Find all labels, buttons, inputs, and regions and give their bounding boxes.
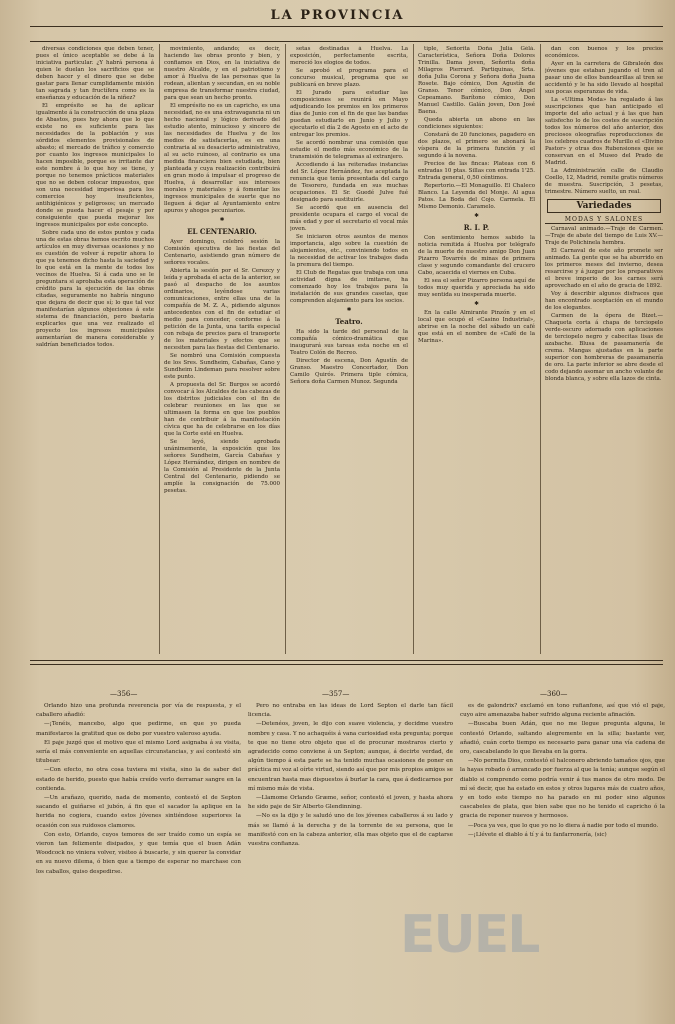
paragraph: movimiento, andando; es decir, haciendo las obras pronto y bien, y confiamos en Dios, en la iniciativa de nuestro Alcalde, y en el patriotismo y amor á Huelva de las personas que la rodean, alientan y secundan, en su noble empresa de transformar nuestra ciudad, para que sean un hecho pronto. [164, 46, 280, 101]
paragraph: El sea el señor Pizarro persona aquí de todos muy querida y apreciada ha sido muy sentida su inesperada muerte. [418, 278, 535, 298]
paragraph: El Club de Regatas que trabaja con una actividad digna de imitarse, ha comenzado hoy los trabajos para la instalación de sus grandes casetas, que comprenden alojamiento para los socios. [290, 270, 408, 304]
paragraph: Director de escena, Don Agustín de Granso. Maestro Concertador, Don Camilo Quirós. Primera tiple cómica, Señora doña Carmen Munoz. Segunda [290, 358, 408, 385]
paragraph: —Llamome Orlando Græme, señor, contestó el joven, y hasta ahora he sido paje de Sir Alberto Glendinning. [248, 795, 453, 811]
paragraph: —Buscaba buen Adán, que no me llegue pregunta alguna, le contestó Orlando, saltando alegremente en la silla; bastante ver, añadió, cuán corto tiempo es necesario para ganar una vía cadena de oro, cascabelando lo que llevaba en la gorra. [460, 721, 665, 756]
paragraph: La Administración calle de Claudio Coello, 12, Madrid, remite gratis números de muestra. Suscripción, 3 pesetas, trimestre. Número suelto, un real. [545, 168, 663, 195]
paragraph: diversas condiciones que deben tener, pues el único aceptable se debe á la iniciativa particular. ¿Y habrá persona á quien le duelan los sacrificios que se deben hacer y el dinero que se debe gastar para llenar cumplidamente misión tan sagrada y tan fructífera como es la enseñanza y educación de la niñez? [36, 46, 154, 101]
paragraph: Ayer en la carretera de Gibraleón dos jóvenes que estaban jugando el tren al pasar uno de ellos bandearillas al tren se accidentó y le ha sido llevado al hospital sus pocas esperanzas de vida. [545, 61, 663, 95]
article-column-4 [418, 46, 535, 652]
paragraph: El paje juzgó que el motivo que el mismo Lord asignaba á su visita, sería el más conveniente en aquellas circunstancias, y así contestó sin titubear: [36, 739, 241, 765]
paragraph: Se acordó nombrar una comisión que estudie el medio más económico de la transmisión de telegramas al extranjero. [290, 140, 408, 160]
section-heading-rip: R. I. P. [463, 223, 490, 232]
paragraph: es de galondrix? exclamó en tono rufianfone, así que vió el paje, cuyo aire amenazaba haber sufrido alguna reciente afinación. [460, 703, 665, 719]
library-watermark: EUEL [400, 905, 539, 965]
section-ornament: ✱ [219, 217, 225, 223]
paragraph: —¡Tenéis, mancebo, algo que pedirme, en que yo pueda manifestaros la gratitud que os debo por vuestro valeroso ayuda. [36, 721, 241, 737]
article-column-2 [164, 46, 280, 652]
paragraph: Abierta la sesión por el Sr. Cerezcy y leída y aprobada el acta de la anterior, se pasó al despacho de los asuntos ordinarios, leyéndose varias comunicaciones, entre ellas una de la compañía de M. Z. A., pidiendo algunos antecedentes con el fin de estudiar el medio para conceder, conforme á la petición de la Junta, una tarifa especial con rebaja de precios para el transporte de los materiales y efectos que se necesiten para las fiestas del Centenario. [164, 268, 280, 351]
paragraph: Ha sido la tarde del personal de la compañía cómico-dramática que inaugurará sus tareas esta noche en el Teatro Colón de Recreo. [290, 329, 408, 356]
column-divider [540, 44, 541, 654]
masthead-rule [30, 26, 663, 27]
paragraph: dan con buenos y los precios económicos. [545, 46, 663, 59]
paragraph: Se iniciaron otros asuntos de menos importancia, algo sobre la cuestión de alojamientos, etc., conviniendo todos en la necesidad de activar los trabajos dada la premura del tiempo. [290, 234, 408, 268]
section-divider-rule [30, 660, 663, 661]
paragraph: El Carnaval de este año promete ser animado. La gente que se ha aburrido en los primeros meses del invierno, desea resarcirse y á juzgar por los preparativos el breve imperio de los carnes será aprovechado en el año de gracia de 1892. [545, 248, 663, 289]
paragraph: Carnaval animado.—Traje de Carmen.—Traje de abate del tiempo de Luis XV.—Traje de Polichinela hembra. [545, 226, 663, 246]
article-column-3 [290, 46, 408, 652]
paragraph: Constará de 20 funciones, pagadero en dos plazos, el primero se abonará la víspera de la primera función y el segundo á la novena. [418, 132, 535, 159]
page-number-right: —360— [540, 690, 568, 698]
paragraph: setas destinadas á Huelva. La exposición, perfectamente escrita, mereció los elogios de todos. [290, 46, 408, 66]
section-divider-rule [30, 664, 663, 665]
paragraph: Queda abierta un abono en las condiciones siguientes: [418, 117, 535, 130]
paragraph: El emprésito se ha de aplicar igualmente á la construcción de una plaza de Abastos, pues hoy ahora que lo que existe no es suficiente para las necesidades de la población y sus sórdidos elementos provisionales de abasto; el mercado de tráfico y comercio por cuanto los ingresos municipales lo hacen imposible, porque es irritante dar este nombre á lo que hoy se tiene, y porque no tenemos prácticos materiales que no se deben colocar impuestos, que son una necesidad imperiosa para los comercios hoy insuficientes, antihigiénicos y peligrosos; un mercado donde se pueda hacer el pesaje y por consiguiente que pueda mejorar los ingresos municipales por este concepto. [36, 103, 154, 228]
paragraph: Orlando hizo una profunda reverencia por vía de respuesta, y el caballero añadió: [36, 703, 241, 719]
paragraph: A propuesta del Sr. Burgos se acordó convocar á los Alcaldes de las cabezas de los distritos judiciales con el fin de celebrar reuniones en las que se ultimasen la forma en que los pueblos han de contribuir á la manifestación cívica que ha de celebrarse en los días que la Corte esté en Huelva. [164, 382, 280, 437]
paragraph: Accediendo á las reiteradas instancias del Sr. López Hernández, fue aceptada la renuncia que tenía presentada del cargo de Tesorero, fundada en sus muchas ocupaciones. El Sr. Guedé Julve fué designado para sustituirle. [290, 162, 408, 203]
paragraph: Con esto, Orlando, cuyos temores de ser traído como un espía se vieron tan felizmente disipados, y que temía que el buen Adán Woodcock no viniera volver, visiteo á buscarle, y sin querer la convidar en su nuevo dilema, ó bien que a tiempo de esperar no marchase con los caballos, quiso despedirse. [36, 831, 241, 875]
section-ornament: ✱ [474, 301, 479, 307]
paragraph: Precios de las fincas: Plateas con 6 entradas 10 ptas. Sillas con entrada 1'25. Entrada general, 0,50 céntimos. [418, 161, 535, 181]
column-divider [159, 44, 160, 654]
variedades-heading: Variedades [547, 199, 661, 213]
column-divider [285, 44, 286, 654]
paragraph: El emprésito no es un capricho, es una necesidad, no es una extravagancia ni un hecho nacional y lógico derivado del estudio atento, minucioso y sincero de las necesidades de Huelva y de los medios de satisfacerlas, es en una contraria al su desacierto administrativo, al su acto ruinoso, al contrario es una medida financiera bien estudiada, bien planteada y cuya realización contribuirá en gran modo á impulsar el progreso de Huelva, á desarrollar sus intereses morales y materiales y á fomentar los ingresos municipales de suerte que no lleguen á dejar al Ayuntamiento entre apuros y ahogos pecuniarios. [164, 103, 280, 214]
section-ornament: ✱ [474, 213, 479, 219]
masthead-title: LA PROVINCIA [270, 8, 405, 23]
paragraph: Voy á describir algunos disfraces que han encontrado aceptación en el mundo de los elegantes. [545, 291, 663, 311]
paragraph: Se acordó que en ausencia del presidente ocupara el cargo el vocal de más edad y por el secretario el vocal más joven. [290, 205, 408, 232]
paragraph: —Con efecto, no otra cosa tuviera mi visita, sino la de saber del estado de herido, puesto que había creído verlo derramar sangre en la contienda. [36, 767, 241, 792]
paragraph: tiple, Señorita Doña Julia Gélá. Característica, Señora Doña Dolores Trinilla. Dama joven, Señorita doña Milagros Pierrard. Partiquinas, Srta. doña Julia Corona y Señora doña Juana Rosete. Bajo cómico, Don Agustín de Granso. Tenor cómico, Don Ángel Cepeamano. Barítono cómico, Don Manuel Castillo. Galán joven, Don José Baena. [418, 46, 535, 115]
paragraph: —No es la dijo y le saludó uno de los jóvenes caballeros á su lado y más se llamó á la derecha y de la torrente de su persona, que le manifestó con en la cabeza anterior, ella mas objeto que el de captarse vuestra confianza. [248, 813, 453, 848]
page-number-left: —356— [110, 690, 138, 698]
paragraph: Se nombró una Comisión compuesta de los Sres. Sundheim, Cabañas, Cano y Sundheim Lindeman para resolver sobre este punto. [164, 353, 280, 380]
section-heading-teatro: Teatro. [335, 317, 363, 326]
article-column-1 [36, 46, 154, 652]
page-number-center: —357— [322, 690, 350, 698]
paragraph: —Poca ya ves, que lo que yo no lo diera á nadie por todo el mundo. [468, 822, 659, 829]
paragraph: Con sentimiento hemos sabido la noticia remitida á Huelva por telégrafo de la muerte de nuestro amigo Don Juan Pizarro Tovarrés de minas de primera clase y segundo comandante del crucero Cabo, acaecida el viernes en Cuba. [418, 235, 535, 276]
paragraph: —No permita Dios, contestó el halconero abriendo tamaños ojos, que la hayas robado ó arrancado por fuerza al que la tenía; aunque según el diablo si comprendo como podría venir á tus manos de otro modo. De mí sé decir, que ha estado en estos y otros lugares más de cuatro años, y en todo este tiempo no ha parado en mi poder sino algunos cascabeles de plata, que bien sabe que no he tenido el capricho ó la gracia de reponer nuevos y hermosos. [460, 758, 665, 820]
modas-subheading: MODAS Y SALONES [545, 216, 663, 224]
section-heading-centenario: EL CENTENARIO. [187, 227, 257, 236]
paragraph: Sobre cada uno de estos puntos y cada una de estas obras hemos escrito muchos artículos en muy diversas ocasiones y no es cuestión de volver á repetir ahora lo que ya tenemos dicho hasta la saciedad y lo que está en la mente de todos los vecinos de Huelva. Si á cada uno se le preguntara si aprobaba esta operación de crédito para la ejecución de las obras citadas, seguramente no habría ninguno que dejara de decir que sí; lo que tal vez manifestarían algunos objeciones á este sistema de financiación, pero bastaría explicarles que una vez realizado el proyecto los ingresos municipales aumentarían de manera considerable y saldrían beneficiados todos. [36, 230, 154, 348]
paragraph: En la calle Almirante Pinzón y en el local que ocupó el «Casino Industrial», abrirse en la noche del sábado un café que está en el nombre de «Café de la Marina». [418, 310, 535, 344]
paragraph: Se leyó, siendo aprobada unánimemente, la exposición que los señores Sundheim, García Cabañas y López Hernández, dirigen en nombre de la Comisión al Presidente de la Junta Central del Centenario, pidiendo se amplíe la consignación de 75.000 pesetas. [164, 439, 280, 494]
paragraph: Ayer domingo, celebró sesión la Comisión ejecutiva de las fiestas del Centenario, asistiendo gran número de señores vocales. [164, 239, 280, 266]
column-divider [413, 44, 414, 654]
paragraph: —Detenéos, joven, le dijo con suave violencia, y decidme vuestro nombre y casa. Y no achaquéis á vana curiosidad esta pregunta; porque te que no tiene otro objeto que el de procurar mostraros cierto y agradecido como conviene á un Septon; aunque, á decirte verdad, de algún tiempo á esta parte se ha tenido muchas ocasiones de poner en práctica mi voz al oírte virtud, siendo así que por mis propios amigos se encuentran hasta mas dispuestos á burlar la cara, que á dedicarnos por mí mismo más de vista. [248, 721, 453, 792]
novel-column-1 [36, 702, 241, 1012]
column-top-rule [30, 41, 663, 42]
article-column-5 [545, 46, 663, 652]
paragraph: Repertorio.—El Monaguillo. El Chaleco Blanco. La Leyenda del Monje. Al agua Patos. La Boda del Cojo. Carmela. El Mismo Demonio. Caramelo. [418, 183, 535, 210]
section-ornament: ✱ [346, 307, 352, 313]
paragraph: Se aprobó el programa para el concurso musical, programa que se publicará en breve plazo. [290, 68, 408, 88]
paragraph: —Un arañazo, querido, nada de momento, contestó el de Septon sacando el guiñarse el jubón, á fin que el sacador la aplique en la herida no cogiera, cuando estos jóvenes sintiéndose superiores la ocasión con sus ruidosos clamores. [36, 795, 241, 829]
paragraph: Carmen de la ópera de Bizet.—Chaqueta corta á chapa de terciopelo verde-oscuro adornado con aplicaciones de terciopelo negro y cabecitas lisas de azabache. Blusa de pasamanería de crema. Mangas ajustadas en la parte superior con hombreras de pasamanería de oro. La parte inferior se abre desde el codo dejando asomar un ancho volante de blonda blanca, y sobre ella lazos de cinta. [545, 313, 663, 382]
paragraph: Pero no entraba en las ideas de Lord Septon el darle tan fácil licencia. [248, 703, 453, 719]
paragraph: La «Ultima Moda» ha regalado á las suscripciones que han anticipado el importe del año actual y á las que han satisfecho lo de los costes de suscripción todos los números del año anterior, dos preciosos oleografías reproducciones de los celebres cuadros de Murillo el «Divino Pastor» y otras dos Rubensiones que se conservan en el Museo del Prado de Madrid. [545, 97, 663, 166]
paragraph: —¡Llévete el diablo á tí y á tu fanfarronería, (sic) [468, 831, 607, 838]
paragraph: El Jurado para estudiar las composiciones se reunirá en Mayo adjudicando los premios en los primeros días de Junio con el fin de que las bandas puedan estudiarlo en Junio y Julio y ejecutarlo el día 2 de Agosto en el acto de entregar los premios. [290, 90, 408, 138]
